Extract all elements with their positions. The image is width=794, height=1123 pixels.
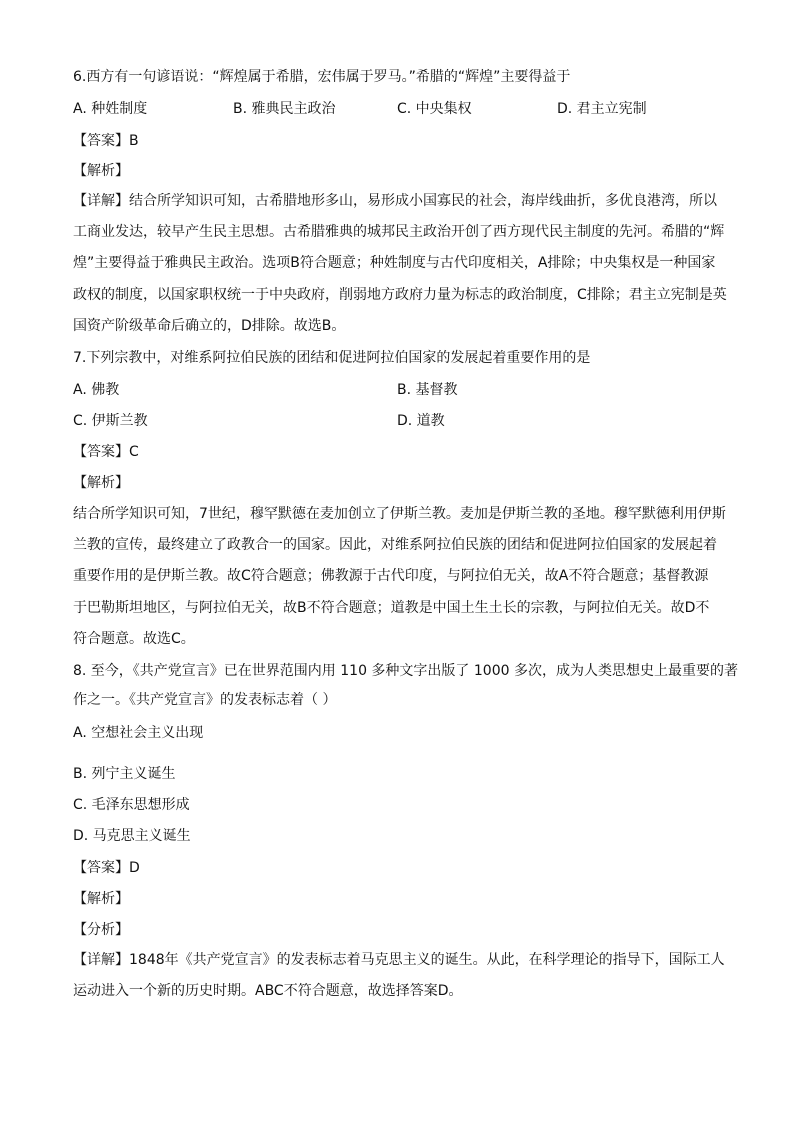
q6-option-a: A. 种姓制度 (73, 101, 148, 117)
q6-detail-line: 国资产阶级革命后确立的，D排除。故选B。 (73, 317, 346, 334)
q7-detail-line: 结合所学知识可知，7世纪，穆罕默德在麦加创立了伊斯兰教。麦加是伊斯兰教的圣地。穆罕默德利用伊斯 (73, 506, 726, 522)
q6-detail-line: 工商业发达，较早产生民主思想。古希腊雅典的城邦民主政治开创了西方现代民主制度的先河。希腊的“辉 (73, 224, 725, 241)
q8-option-b: B. 列宁主义诞生 (73, 766, 176, 782)
q8-option-c: C. 毛泽东思想形成 (73, 797, 190, 813)
q8-option-d: D. 马克思主义诞生 (73, 828, 191, 844)
q6-detail-line: 政权的制度，以国家职权统一于中央政府，削弱地方政府力量为标志的政治制度，C排除；君主立宪制是英 (73, 286, 727, 303)
q8-stem-line-1: 8. 至今，《共产党宣言》已在世界范围内用 110 多种文字出版了 1000 多次，成为人类思想史上最重要的著 (73, 663, 738, 679)
q6-detail-line: 煌”主要得益于雅典民主政治。选项B符合题意；种姓制度与古代印度相关，A排除；中央集权是一种国家 (73, 255, 716, 272)
q6-detail-line: 【详解】结合所学知识可知，古希腊地形多山，易形成小国寡民的社会，海岸线曲折，多优良港湾，所以 (73, 193, 717, 209)
q8-answer: 【答案】D (73, 860, 140, 876)
q7-detail-line: 重要作用的是伊斯兰教。故C符合题意；佛教源于古代印度，与阿拉伯无关，故A不符合题意；基督教源 (73, 568, 709, 585)
q7-option-a: A. 佛教 (73, 382, 120, 398)
q8-stem-line-2: 作之一。《共产党宣言》的发表标志着（ ） (73, 692, 337, 708)
q7-detail-line: 兰教的宣传，最终建立了政教合一的国家。因此，对维系阿拉伯民族的团结和促进阿拉伯国家的发展起着 (73, 537, 717, 554)
q8-detail (73, 945, 723, 1007)
q8-option-a: A. 空想社会主义出现 (73, 725, 204, 741)
q6-detail (73, 186, 727, 342)
q6-option-c: C. 中央集权 (397, 101, 472, 117)
q8-fenxi-label: 【分析】 (73, 922, 129, 938)
q7-option-d: D. 道教 (397, 413, 445, 429)
q7-answer: 【答案】C (73, 444, 139, 460)
q6-stem: 6.西方有一句谚语说：“辉煌属于希腊，宏伟属于罗马。”希腊的“辉煌”主要得益于 (73, 69, 571, 85)
q7-stem: 7.下列宗教中，对维系阿拉伯民族的团结和促进阿拉伯国家的发展起着重要作用的是 (73, 350, 591, 366)
q8-analysis-label: 【解析】 (73, 891, 129, 907)
q6-answer: 【答案】B (73, 133, 139, 149)
q7-option-b: B. 基督教 (397, 382, 458, 398)
q7-detail-line: 于巴勒斯坦地区，与阿拉伯无关，故B不符合题意；道教是中国土生土长的宗教，与阿拉伯无关。故D不 (73, 599, 710, 616)
q7-detail-line: 符合题意。故选C。 (73, 630, 195, 647)
q6-analysis-label: 【解析】 (73, 163, 129, 179)
q8-detail-line: 运动进入一个新的历史时期。ABC不符合题意，故选择答案D。 (73, 983, 463, 1000)
q8-detail-line: 【详解】1848年《共产党宣言》的发表标志着马克思主义的诞生。从此，在科学理论的指导下，国际工人 (73, 952, 725, 968)
q7-analysis-label: 【解析】 (73, 475, 129, 491)
q6-option-b: B. 雅典民主政治 (233, 101, 336, 117)
q7-option-c: C. 伊斯兰教 (73, 413, 148, 429)
q6-option-d: D. 君主立宪制 (557, 101, 647, 117)
q7-detail (73, 499, 726, 655)
